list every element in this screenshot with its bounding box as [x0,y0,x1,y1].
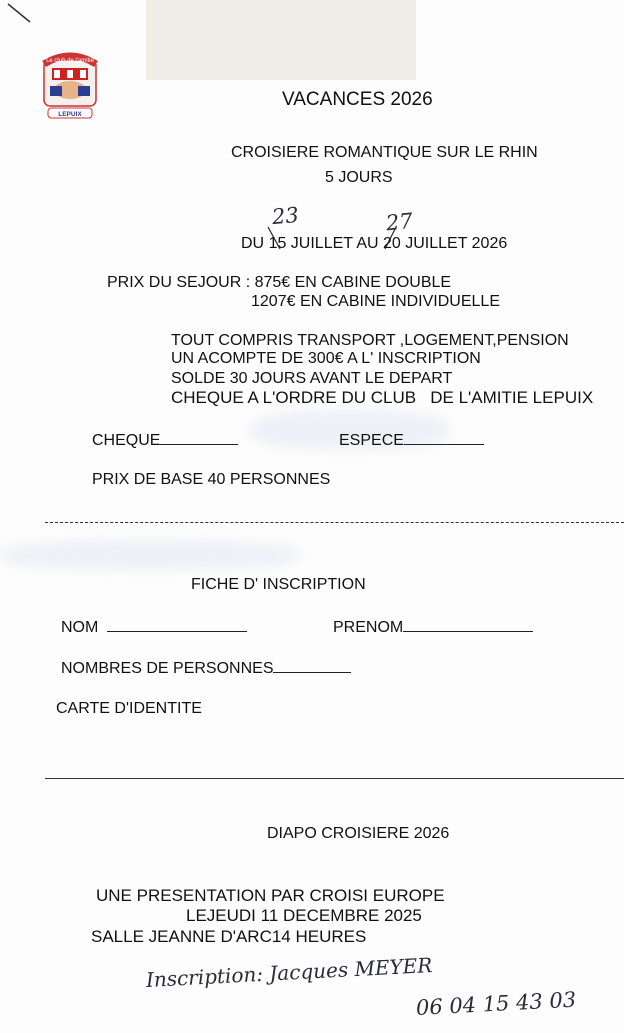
slideshow-line3: SALLE JEANNE D'ARC14 HEURES [91,927,367,946]
id-card-label: CARTE D'IDENTITE [56,700,202,717]
cheque-blank[interactable] [160,430,238,445]
club-logo [40,50,100,122]
page-title: VACANCES 2026 [282,89,433,110]
cheque-field[interactable] [92,430,238,450]
cash-field[interactable] [339,430,484,450]
handwritten-inscription: Inscription: Jacques MEYER [145,953,433,992]
balance-text: SOLDE 30 JOURS AVANT LE DEPART [171,370,453,387]
persons-blank[interactable] [273,658,351,673]
cut-line [45,522,624,523]
cash-blank[interactable] [404,430,484,445]
date-suffix: JUILLET 2026 [400,235,508,252]
slideshow-line1: UNE PRESENTATION PAR CROISI EUROPE [96,886,445,905]
base-price: PRIX DE BASE 40 PERSONNES [92,471,331,488]
firstname-field[interactable] [333,617,533,637]
handwritten-end-day: 27 [384,208,414,236]
cruise-title: CROISIERE ROMANTIQUE SUR LE RHIN [231,144,538,161]
scan-smudge [0,540,300,570]
date-line [241,235,507,253]
paper-tab [146,0,416,80]
firstname-blank[interactable] [403,617,533,632]
slideshow-title: DIAPO CROISIERE 2026 [267,825,450,842]
cash-label: ESPECE [339,432,404,449]
date-middle: JUILLET AU [286,235,383,252]
duration: 5 JOURS [325,169,393,186]
end-day: 20 [383,235,401,252]
name-blank[interactable] [107,617,247,632]
persons-label: NOMBRES DE PERSONNES [61,660,274,677]
corner-mark [0,0,40,30]
form-title: FICHE D' INSCRIPTION [191,576,366,593]
price-single: 1207€ EN CABINE INDIVIDUELLE [251,293,500,310]
svg-text:LEPUIX: LEPUIX [58,111,82,118]
cheque-order-text: CHEQUE A L'ORDRE DU CLUB DE L'AMITIE LEPUIX [171,388,594,407]
persons-field[interactable] [61,658,351,678]
firstname-label: PRENOM [333,619,404,636]
name-label: NOM [61,619,99,636]
date-prefix: DU [241,235,269,252]
separator-line [45,778,624,779]
name-field[interactable] [61,617,247,637]
slideshow-line2: LEJEUDI 11 DECEMBRE 2025 [186,906,422,925]
start-day: 15 [268,235,287,252]
included-text: TOUT COMPRIS TRANSPORT ,LOGEMENT,PENSION [171,332,569,349]
svg-text:Le club de l'amitié: Le club de l'amitié [46,58,94,64]
price-double: PRIX DU SEJOUR : 875€ EN CABINE DOUBLE [107,274,452,291]
cheque-label: CHEQUE [92,432,161,449]
handwritten-start-day: 23 [271,202,300,230]
handwritten-phone: 06 04 15 43 03 [415,987,577,1020]
deposit-text: UN ACOMPTE DE 300€ A L' INSCRIPTION [171,350,481,367]
